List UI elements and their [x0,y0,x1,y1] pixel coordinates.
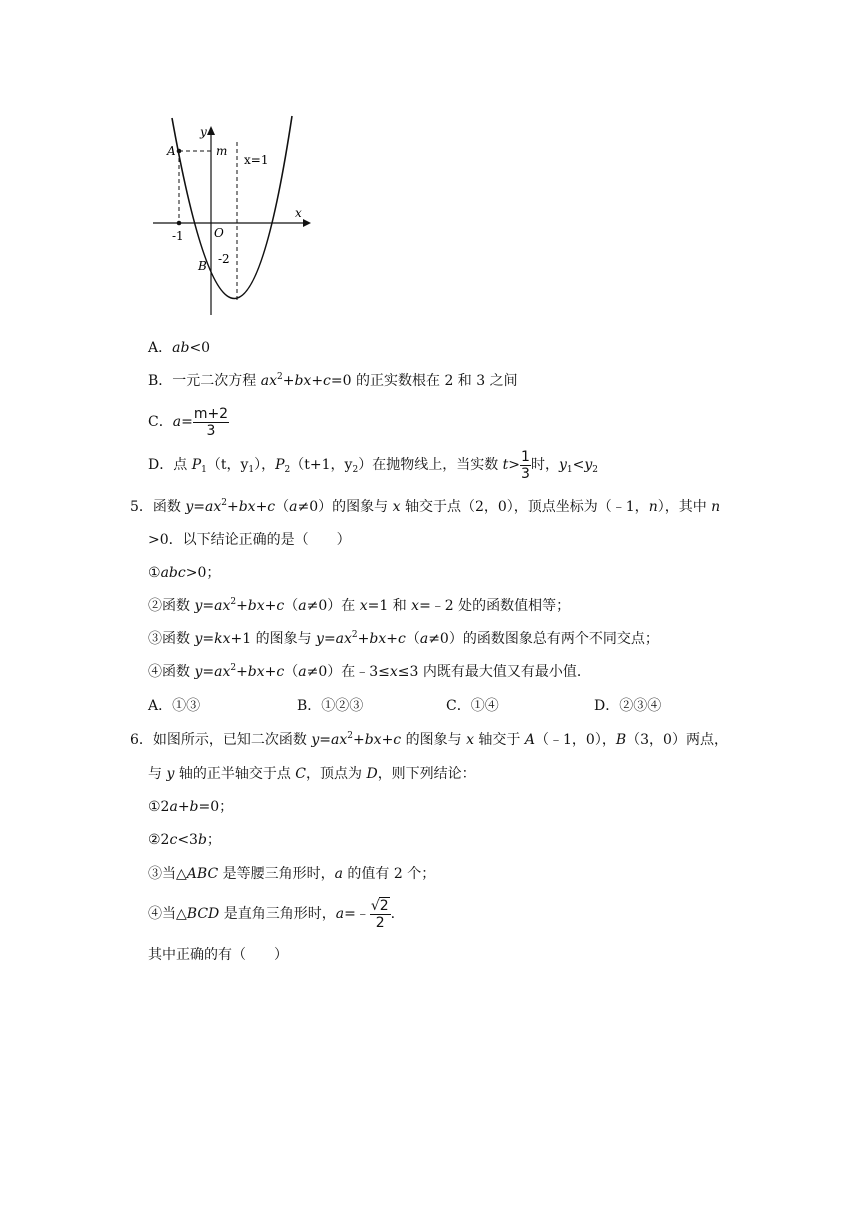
label-O: O [214,226,224,240]
label-x-eq-1: x=1 [244,153,269,167]
x-axis-arrow [303,219,311,227]
q4-option-a: A．ab<0 [148,340,211,356]
parabola-graph [148,110,318,325]
q5-stem-line2: >0．以下结论正确的是（ ） [148,532,351,548]
q5-option-b: B．①②③ [297,698,364,714]
label-B: B [198,259,207,273]
q5-stem-line1: 5．函数 $y=ax^2+bx+c(a\ne 0)$的图象与 x 轴交于点（2，0），顶点坐标为（﹣1，n），其中 n [130,498,721,515]
q5-statement-1: ①abc>0； [148,565,221,581]
q4-option-c: C．a= $\frac{m+2}{3}$ [148,405,229,439]
q5-statement-4: ④函数 $y=ax^2+bx+c(a\ne 0)$在﹣3≤x≤3 内既有最大值又有最小值． [148,663,591,680]
fraction-1-over-3: $\frac{1}{3}$ [521,448,530,482]
q6-statement-3: ③当△ABC 是等腰三角形时，a 的值有 2 个； [148,866,436,882]
label-x: x [295,206,302,220]
point-A [177,149,182,154]
label-neg1: -1 [172,229,184,243]
q4-option-d: D．点 $P_1(t$，$y_1$），$P_2(t+1$，$y_2$）在抛物线上，当实数 t> $\frac{1}{3}$ 时，$y_1<y_2$ [148,448,598,482]
q5-option-d: D．②③④ [594,698,662,714]
q5-statement-2: ②函数 $y=ax^2+bx+c(a\ne 0)$在 x=1 和 x=﹣2 处的函数值相等； [148,597,571,614]
q5-option-c: C．①④ [446,698,499,714]
point-neg1 [177,221,182,226]
q5-option-a: A．①③ [148,698,201,714]
q6-stem-line2: 与 y 轴的正半轴交于点 C，顶点为 D，则下列结论： [148,766,476,782]
q4-option-b: B．一元二次方程 $ax^2+bx+c=0$ 的正实数根在 2 和 3 之间 [148,372,518,389]
fraction-m-plus-2-over-3: $\frac{m+2}{3}$ [193,405,229,439]
y-axis-arrow [207,126,215,135]
q6-statement-1: ①2a+b=0； [148,799,234,815]
parabola-curve [172,116,292,299]
label-neg2: -2 [218,252,230,266]
q6-closing-line: 其中正确的有（ ） [148,947,288,963]
label-m: m [216,144,228,158]
q6-statement-4: ④当△BCD 是直角三角形时，a=﹣ $\frac{√2}{2}$ . [148,898,396,931]
label-y: y [200,125,207,139]
fraction-sqrt2-over-2: $\frac{√2}{2}$ [370,898,389,931]
q5-statement-3: ③函数 y=kx+1 的图象与 $y=ax^2+bx+c(a\ne 0)$的函数图象总有两个不同交点； [148,630,659,647]
label-A: A [167,144,176,158]
q6-statement-2: ②2c<3b； [148,832,221,848]
q6-stem-line1: 6．如图所示，已知二次函数 $y=ax^2+bx+c$ 的图象与 x 轴交于 A（﹣1，0），B（3，0）两点， [130,731,728,748]
